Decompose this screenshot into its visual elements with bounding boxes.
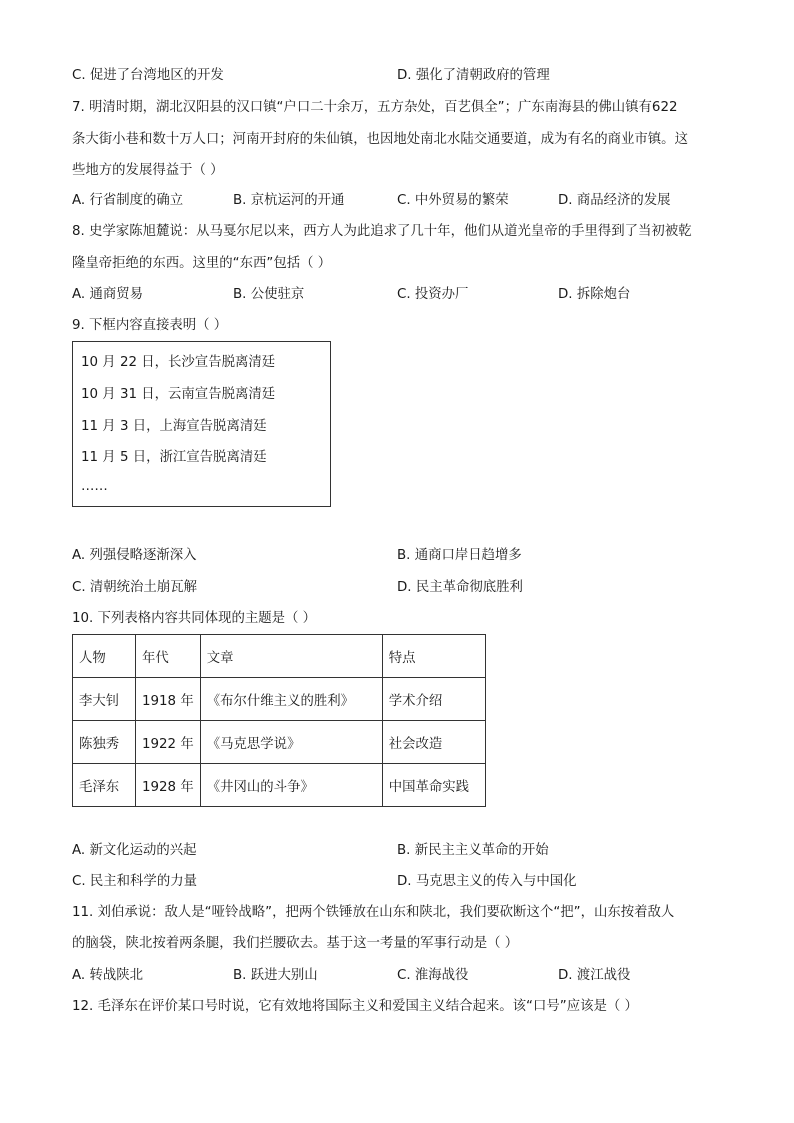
q11-stem-line-2: 的脑袋，陕北按着两条腿，我们拦腰砍去。基于这一考量的军事行动是（ ） bbox=[72, 936, 519, 951]
table-cell: 学术介绍 bbox=[382, 678, 485, 721]
q9-box-line-3: 11 月 3 日，上海宣告脱离清廷 bbox=[81, 419, 267, 434]
table-header-cell: 文章 bbox=[200, 635, 382, 678]
table-row bbox=[73, 678, 486, 721]
q8-option-c: C. 投资办厂 bbox=[397, 287, 469, 302]
q6-option-d: D. 强化了清朝政府的管理 bbox=[397, 68, 550, 83]
table-cell: 《布尔什维主义的胜利》 bbox=[200, 678, 382, 721]
table-cell: 中国革命实践 bbox=[382, 764, 485, 807]
q9-material-box bbox=[72, 341, 331, 507]
q7-option-a: A. 行省制度的确立 bbox=[72, 193, 184, 208]
q11-option-c: C. 淮海战役 bbox=[397, 968, 469, 983]
table-row bbox=[73, 764, 486, 807]
q8-option-a: A. 通商贸易 bbox=[72, 287, 143, 302]
q8-stem-line-1: 8. 史学家陈旭麓说：从马戛尔尼以来，西方人为此追求了几十年，他们从道光皇帝的手里得到了当初被乾 bbox=[72, 224, 692, 239]
q10-stem: 10. 下列表格内容共同体现的主题是（ ） bbox=[72, 611, 317, 626]
q7-stem-line-3: 些地方的发展得益于（ ） bbox=[72, 163, 224, 178]
q8-option-b: B. 公使驻京 bbox=[233, 287, 305, 302]
table-cell: 1918 年 bbox=[136, 678, 201, 721]
q10-table bbox=[72, 634, 486, 807]
q9-box-ellipsis: …… bbox=[81, 479, 108, 494]
table-cell: 李大钊 bbox=[73, 678, 136, 721]
q9-option-c: C. 清朝统治土崩瓦解 bbox=[72, 580, 197, 595]
table-row bbox=[73, 721, 486, 764]
q7-option-c: C. 中外贸易的繁荣 bbox=[397, 193, 509, 208]
q7-stem-line-1: 7. 明清时期，湖北汉阳县的汉口镇“户口二十余万，五方杂处，百艺俱全”；广东南海县的佛山镇有622 bbox=[72, 100, 678, 115]
q7-stem-line-2: 条大街小巷和数十万人口；河南开封府的朱仙镇，也因地处南北水陆交通要道，成为有名的商业市镇。这 bbox=[72, 132, 688, 147]
q9-stem: 9. 下框内容直接表明（ ） bbox=[72, 318, 228, 333]
q11-stem-line-1: 11. 刘伯承说：敌人是“哑铃战略”，把两个铁锤放在山东和陕北，我们要砍断这个“把”，山东按着敌人 bbox=[72, 905, 675, 920]
table-cell: 《马克思学说》 bbox=[200, 721, 382, 764]
q9-box-line-1: 10 月 22 日，长沙宣告脱离清廷 bbox=[81, 355, 276, 370]
q10-option-a: A. 新文化运动的兴起 bbox=[72, 843, 197, 858]
table-header-cell: 年代 bbox=[136, 635, 201, 678]
q9-box-line-4: 11 月 5 日，浙江宣告脱离清廷 bbox=[81, 450, 267, 465]
q10-option-d: D. 马克思主义的传入与中国化 bbox=[397, 874, 577, 889]
q11-option-d: D. 渡江战役 bbox=[558, 968, 631, 983]
q6-option-c: C. 促进了台湾地区的开发 bbox=[72, 68, 224, 83]
q9-option-b: B. 通商口岸日趋增多 bbox=[397, 548, 522, 563]
q10-option-c: C. 民主和科学的力量 bbox=[72, 874, 197, 889]
table-cell: 陈独秀 bbox=[73, 721, 136, 764]
table-cell: 毛泽东 bbox=[73, 764, 136, 807]
q9-option-a: A. 列强侵略逐渐深入 bbox=[72, 548, 197, 563]
table-cell: 1928 年 bbox=[136, 764, 201, 807]
table-header-cell: 特点 bbox=[382, 635, 485, 678]
q9-box-line-2: 10 月 31 日，云南宣告脱离清廷 bbox=[81, 387, 276, 402]
table-header-row bbox=[73, 635, 486, 678]
table-cell: 社会改造 bbox=[382, 721, 485, 764]
q11-option-a: A. 转战陕北 bbox=[72, 968, 143, 983]
q12-stem: 12. 毛泽东在评价某口号时说，它有效地将国际主义和爱国主义结合起来。该“口号”应该是（ ） bbox=[72, 999, 638, 1014]
q7-option-b: B. 京杭运河的开通 bbox=[233, 193, 345, 208]
q9-option-d: D. 民主革命彻底胜利 bbox=[397, 580, 523, 595]
table-cell: 《井冈山的斗争》 bbox=[200, 764, 382, 807]
table-cell: 1922 年 bbox=[136, 721, 201, 764]
q8-stem-line-2: 隆皇帝拒绝的东西。这里的“东西”包括（ ） bbox=[72, 256, 332, 271]
q7-option-d: D. 商品经济的发展 bbox=[558, 193, 671, 208]
q8-option-d: D. 拆除炮台 bbox=[558, 287, 631, 302]
q11-option-b: B. 跃进大别山 bbox=[233, 968, 318, 983]
table-header-cell: 人物 bbox=[73, 635, 136, 678]
q10-option-b: B. 新民主主义革命的开始 bbox=[397, 843, 549, 858]
